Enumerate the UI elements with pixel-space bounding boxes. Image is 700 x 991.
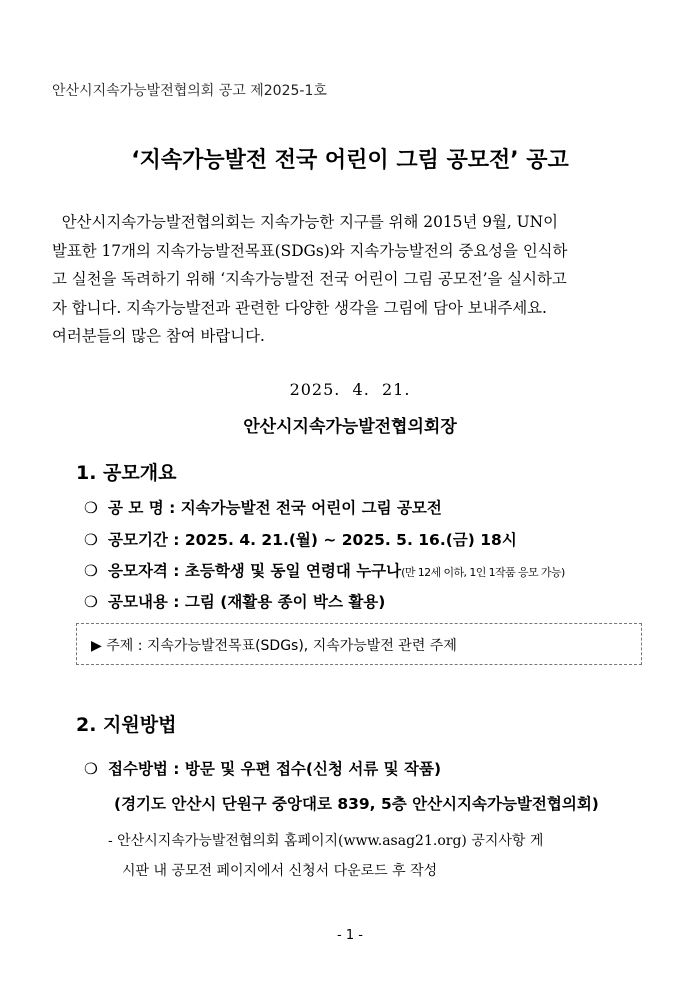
intro-line: 고 실천을 독려하기 위해 ‘지속가능발전 전국 어린이 그림 공모전’을 실시하고 xyxy=(52,270,567,288)
item-value: 그림 (재활용 종이 박스 활용) xyxy=(184,593,386,611)
intro-line: 발표한 17개의 지속가능발전목표(SDGs)와 지속가능발전의 중요성을 인식하 xyxy=(52,241,568,260)
item-value: 2025. 4. 21.(월) ~ 2025. 5. 16.(금) 18시 xyxy=(184,531,517,549)
item-value: 초등학생 및 동일 연령대 누구나 xyxy=(184,562,402,580)
signer-title: 안산시지속가능발전협의회장 xyxy=(243,417,457,437)
overview-item-eligibility xyxy=(84,559,565,581)
intro-line: 여러분들의 많은 참여 바랍니다. xyxy=(52,327,265,345)
item-label: 응모자격 : xyxy=(108,562,185,580)
overview-item-content xyxy=(84,590,385,612)
item-value: 지속가능발전 전국 어린이 그림 공모전 xyxy=(180,499,442,517)
item-label: 공 모 명 : xyxy=(108,499,181,517)
item-note: (만 12세 이하, 1인 1작품 응모 가능) xyxy=(401,566,565,579)
page-number: - 1 - xyxy=(337,928,363,943)
notice-number: 안산시지속가능발전협의회 공고 제2025-1호 xyxy=(52,83,327,99)
circle-bullet-icon: ❍ xyxy=(84,499,98,517)
circle-bullet-icon: ❍ xyxy=(84,760,98,778)
mailing-address: (경기도 안산시 단원구 중앙대로 839, 5층 안산시지속가능발전협의회) xyxy=(114,795,599,813)
circle-bullet-icon: ❍ xyxy=(84,531,98,549)
overview-item-name xyxy=(84,496,442,518)
detail-line: - 안산시지속가능발전협의회 홈페이지(www.asag21.org) 공지사항 게 xyxy=(108,833,544,849)
item-value: 방문 및 우편 접수(신청 서류 및 작품) xyxy=(184,760,442,778)
application-detail xyxy=(108,826,648,886)
circle-bullet-icon: ❍ xyxy=(84,562,98,580)
item-label: 공모기간 : xyxy=(108,531,185,549)
intro-paragraph xyxy=(52,208,662,351)
theme-box xyxy=(76,623,642,665)
intro-line: 자 합니다. 지속가능발전과 관련한 다양한 생각을 그림에 담아 보내주세요. xyxy=(52,298,547,317)
section-heading-application: 2. 지원방법 xyxy=(76,714,177,736)
announcement-date: 2025. 4. 21. xyxy=(289,380,411,399)
application-item-method xyxy=(84,757,441,779)
section-heading-overview: 1. 공모개요 xyxy=(76,462,177,484)
circle-bullet-icon: ❍ xyxy=(84,593,98,611)
intro-line: 안산시지속가능발전협의회는 지속가능한 지구를 위해 2015년 9월, UN이 xyxy=(52,213,558,231)
overview-item-period xyxy=(84,528,517,550)
page-title: ‘지속가능발전 전국 어린이 그림 공모전’ 공고 xyxy=(131,148,569,173)
detail-line: 시판 내 공모전 페이지에서 신청서 다운로드 후 작성 xyxy=(122,863,438,879)
theme-text: ▶ 주제 : 지속가능발전목표(SDGs), 지속가능발전 관련 주제 xyxy=(91,638,457,654)
item-label: 접수방법 : xyxy=(108,760,185,778)
item-label: 공모내용 : xyxy=(108,593,185,611)
